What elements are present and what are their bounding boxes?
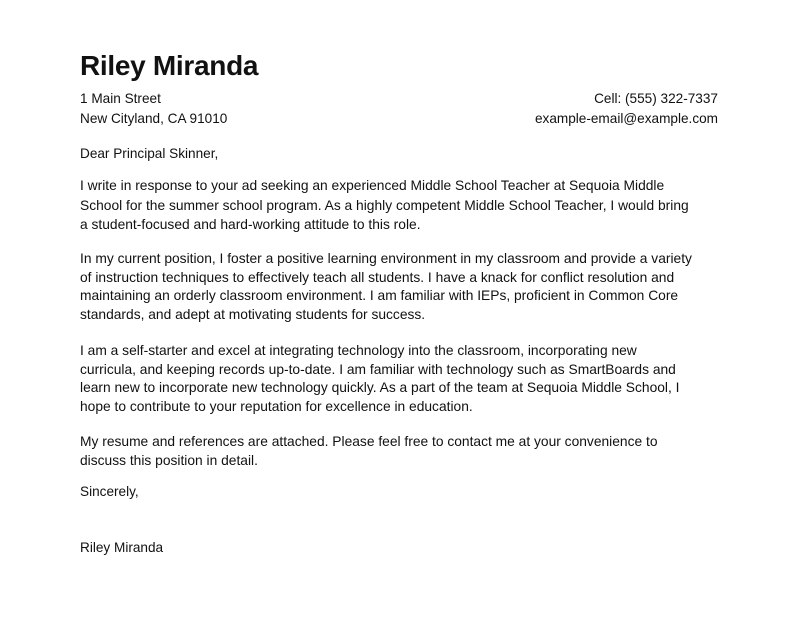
sender-name: Riley Miranda — [80, 50, 259, 81]
text-line: standards, and adept at motivating students for success. — [80, 306, 426, 322]
text-line: My resume and references are attached. Please feel free to contact me at your convenience to — [80, 434, 658, 449]
text-line: a student-focused and hard-working attitude to this role. — [80, 217, 421, 233]
paragraph-1 — [80, 176, 689, 235]
email: example-email@example.com — [534, 111, 718, 126]
text-line: discuss this position in detail. — [80, 452, 258, 468]
text-line: curricula, and keeping records up-to-date. I am familiar with technology such as SmartBoards and — [80, 361, 676, 377]
text-line: maintaining an orderly classroom environment. I am familiar with IEPs, proficient in Common Core — [80, 288, 679, 304]
text-line: learn new to incorporate new technology quickly. As a part of the team at Sequoia Middle School, I — [80, 380, 680, 396]
text-line: of instruction techniques to effectively teach all students. I have a knack for conflict resolution and — [80, 269, 675, 285]
salutation: Dear Principal Skinner, — [80, 146, 219, 161]
paragraph-4 — [80, 433, 658, 470]
phone: Cell: (555) 322-7337 — [594, 91, 718, 106]
address-line-2: New Cityland, CA 91010 — [80, 111, 228, 126]
paragraph-2 — [80, 250, 692, 324]
signature: Riley Miranda — [80, 540, 164, 555]
text-line: I write in response to your ad seeking an experienced Middle School Teacher at Sequoia Middle — [80, 178, 665, 193]
text-line: In my current position, I foster a positive learning environment in my classroom and provide a variety — [80, 251, 692, 266]
text-line: hope to contribute to your reputation for excellence in education. — [80, 398, 473, 414]
closing: Sincerely, — [80, 484, 139, 499]
text-line: School for the summer school program. As a highly competent Middle School Teacher, I would bring — [80, 197, 689, 213]
address-line-1: 1 Main Street — [80, 91, 161, 106]
text-line: I am a self-starter and excel at integrating technology into the classroom, incorporating new — [80, 343, 637, 358]
paragraph-3 — [80, 342, 680, 416]
